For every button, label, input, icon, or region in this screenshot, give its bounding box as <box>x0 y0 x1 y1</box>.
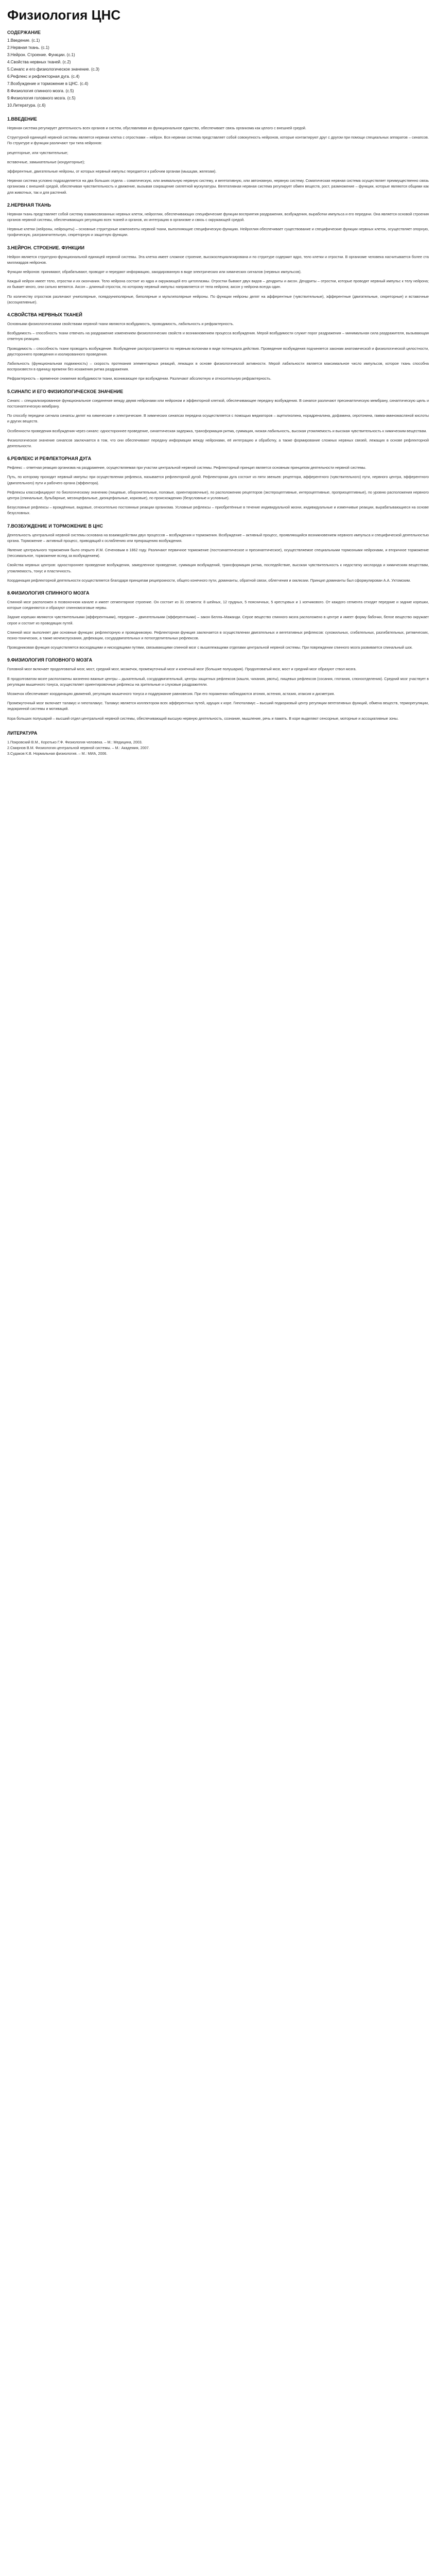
paragraph: Путь, по которому проходит нервный импульс при осуществлении рефлекса, называется рефлекторной дугой. Рефлекторная дуга состоит из пяти звеньев: рецептора, афферентного (чувствительного) пути, нервного центра, эфферентного (двигательного) пути и рабочего органа (эффектора). <box>7 474 429 485</box>
literature-item: 2.Смирнов В.М. Физиология центральной нервной системы. – М.: Академия, 2007. <box>7 745 150 750</box>
toc-item[interactable]: 4.Свойства нервных тканей. (с.2) <box>7 60 71 64</box>
document-section <box>7 456 429 516</box>
section-heading: 9.ФИЗИОЛОГИЯ ГОЛОВНОГО МОЗГА <box>7 657 93 663</box>
paragraph: Структурной единицей нервной системы является нервная клетка с отростками – нейрон. Вся нервная система представляет собой совокупность нейронов, которые контактируют друг с другом при помощи специальных аппаратов – синапсов. По структуре и функции различают три типа нейронов: <box>7 135 429 146</box>
toc-list <box>7 37 429 109</box>
paragraph: Основными физиологическими свойствами нервной ткани являются возбудимость, проводимость, лабильность и рефрактерность. <box>7 321 234 327</box>
paragraph: Нервная ткань представляет собой систему взаимосвязанных нервных клеток, нейроглии, обеспечивающих специфические функции восприятия раздражения, возбуждения, выработки импульса и его передачи. Она является основой строения органов нервной системы, обеспечивающих регуляцию всех тканей и органов, их интеграцию в организме и связь с окружающей средой. <box>7 211 429 223</box>
paragraph: Деятельность центральной нервной системы основана на взаимодействии двух процессов – возбуждения и торможения. Возбуждение – активный процесс, проявляющийся возникновением нервного импульса и специфической деятельностью органа. Торможение – активный процесс, приводящий к ослаблению или прекращению возбуждения. <box>7 532 429 543</box>
toc-item[interactable]: 3.Нейрон. Строение. Функции. (с.1) <box>7 53 75 57</box>
paragraph: Координация рефлекторной деятельности осуществляется благодаря принципам реципрокности, общего конечного пути, доминанты, обратной связи, облегчения и окклюзии. Принцип доминанты был сформулирован А.А. Ухтомским. <box>7 578 411 583</box>
paragraph: Мозжечок обеспечивает координацию движений, регуляцию мышечного тонуса и поддержание равновесия. При его поражении наблюдаются атония, астения, астазия, атаксия и дисметрия. <box>7 691 335 696</box>
section-heading: 5.СИНАПС И ЕГО ФИЗИОЛОГИЧЕСКОЕ ЗНАЧЕНИЕ <box>7 388 124 394</box>
toc-item[interactable]: 5.Синапс и его физиологическое значение. (с.3) <box>7 67 100 72</box>
paragraph: Спинной мозг расположен в позвоночном канале и имеет сегментарное строение. Он состоит из 31 сегмента: 8 шейных, 12 грудных, 5 поясничных, 5 крестцовых и 1 копчикового. От каждого сегмента отходят передние и задние корешки, которые соединяются и образуют спинномозговые нервы. <box>7 599 429 611</box>
paragraph: Рефлексы классифицируют по биологическому значению (пищевые, оборонительные, половые, ориентировочные), по расположению рецепторов (экстероцептивные, интероцептивные, проприоцептивные), по уровню расположения нервного центра (спинальные, бульбарные, мезэнцефальные, диэнцефальные, корковые), по происхождению (безусловные и условные). <box>7 489 429 500</box>
document-section <box>7 389 429 449</box>
paragraph: Проводимость – способность ткани проводить возбуждение. Возбуждение распространяется по нервным волокнам в виде потенциала действия. Проведение возбуждения подчиняется законам анатомической и физиологической целостности, двустороннего проведения и изолированного проведения. <box>7 346 429 357</box>
section-heading: 6.РЕФЛЕКС И РЕФЛЕКТОРНАЯ ДУГА <box>7 456 92 462</box>
paragraph: рецепторные, или чувствительные; <box>7 150 68 155</box>
paragraph: Явление центрального торможения было открыто И.М. Сеченовым в 1862 году. Различают первичное торможение (постсинаптическое и пресинаптическое), осуществляемое специальными тормозными нейронами, и вторичное торможение (пессимальное, торможение вслед за возбуждением). <box>7 547 429 558</box>
paragraph: Физиологическое значение синапсов заключается в том, что они обеспечивают передачу информации между нейронами, её интеграцию и обработку, а также формирование сложных нервных связей, лежащих в основе рефлекторной деятельности. <box>7 437 429 448</box>
paragraph: Рефлекс – ответная реакция организма на раздражение, осуществляемая при участии центральной нервной системы. Рефлекторный принцип является основным принципом деятельности нервной системы. <box>7 465 367 470</box>
section-heading: 3.НЕЙРОН. СТРОЕНИЕ. ФУНКЦИИ <box>7 245 84 250</box>
paragraph: Рефрактерность – временное снижение возбудимости ткани, возникающее при возбуждении. Различают абсолютную и относительную рефрактерность. <box>7 376 271 381</box>
literature-list <box>7 739 429 757</box>
toc-item[interactable]: 9.Физиология головного мозга. (с.5) <box>7 96 76 100</box>
literature-heading: ЛИТЕРАТУРА <box>7 730 38 736</box>
paragraph: Функции нейронов: принимают, обрабатывают, проводят и передают информацию, закодированную в виде электрических или химических сигналов (нервных импульсов). <box>7 269 302 275</box>
section-heading: 4.СВОЙСТВА НЕРВНЫХ ТКАНЕЙ <box>7 312 82 318</box>
toc-item[interactable]: 1.Введение. (с.1) <box>7 38 40 43</box>
document-title: Физиология ЦНС <box>7 7 121 23</box>
paragraph: Каждый нейрон имеет тело, отростки и их окончания. Тело нейрона состоит из ядра и окружающей его цитоплазмы. Отростки бывают двух видов – дендриты и аксон. Дендриты – отростки, которые проводят нервный импульс к телу нейрона; их бывает много, они сильно ветвятся. Аксон – длинный отросток, по которому нервный импульс направляется от тела нейрона; аксон у нейрона всегда один. <box>7 279 429 290</box>
paragraph: Особенности проведения возбуждения через синапс: одностороннее проведение, синаптическая задержка, трансформация ритма, суммация, низкая лабильность, высокая утомляемость и высокая чувствительность к химическим веществам. <box>7 428 427 433</box>
paragraph: По количеству отростков различают униполярные, псевдоуниполярные, биполярные и мультиполярные нейроны. По функции нейроны делят на афферентные (чувствительные), эфферентные (двигательные, секреторные) и вставочные (ассоциативные). <box>7 294 429 304</box>
paragraph: Синапс – специализированное функциональное соединение между двумя нейронами или нейроном и эффекторной клеткой, обеспечивающее передачу возбуждения. В синапсе различают пресинаптическую мембрану, синаптическую щель и постсинаптическую мембрану. <box>7 398 429 409</box>
paragraph: Нервная система регулирует деятельность всех органов и систем, обуславливая их функциональное единство, обеспечивает связь организма как целого с внешней средой. <box>7 126 306 130</box>
paragraph: Безусловные рефлексы – врождённые, видовые, относительно постоянные реакции организма. Условные рефлексы – приобретённые в течение индивидуальной жизни, индивидуальные и изменчивые реакции, вырабатывающиеся на основе безусловных. <box>7 505 429 516</box>
document-section <box>7 202 429 238</box>
toc-item[interactable]: 8.Физиология спинного мозга. (с.5) <box>7 89 74 93</box>
paragraph: Нервные клетки (нейроны, нейроциты) – основные структурные компоненты нервной ткани, выполняющие специфическую функцию. Нейроглия обеспечивает существование и специфические функции нервных клеток, осуществляет опорную, трофическую, разграничительную, секреторную и защитную функции. <box>7 227 429 238</box>
document-section <box>7 657 429 721</box>
paragraph: Головной мозг включает продолговатый мозг, мост, средний мозг, мозжечок, промежуточный мозг и конечный мозг (большие полушария). Продолговатый мозг, мост и средний мозг образуют ствол мозга. <box>7 667 357 672</box>
paragraph: Проводниковая функция осуществляется восходящими и нисходящими путями, связывающими спинной мозг с вышележащими отделами центральной нервной системы. При повреждении спинного мозга развивается спинальный шок. <box>7 645 413 650</box>
paragraph: Задние корешки являются чувствительными (афферентными), передние – двигательными (эфферентными) – закон Белла–Мажанди. Серое вещество спинного мозга расположено в центре и имеет форму бабочки, белое вещество окружает серое и состоит из проводящих путей. <box>7 615 429 625</box>
document-section <box>7 245 429 305</box>
paragraph: Лабильность (функциональная подвижность) – скорость протекания элементарных реакций, лежащих в основе физиологической активности. Мерой лабильности является максимальное число импульсов, которое ткань способна воспроизвести в единицу времени без искажения ритма раздражения. <box>7 361 429 372</box>
paragraph: вставочные, замыкательные (кондукторные); <box>7 159 85 164</box>
section-heading: 2.НЕРВНАЯ ТКАНЬ <box>7 202 51 208</box>
paragraph: Нервная система условно подразделяется на два больших отдела – соматическую, или анимальную нервную систему, и вегетативную, или автономную, нервную систему. Соматическая нервная система осуществляет преимущественно связь организма с внешней средой, обеспечивая чувствительность и движение, вызывая сокращение скелетной мускулатуры. Вегетативная нервная система регулирует обмен веществ, рост, размножение – функции, которые являются общими как для животных, так и для растений. <box>7 178 429 195</box>
document-body <box>7 116 429 721</box>
section-heading: 1.ВВЕДЕНИЕ <box>7 116 37 122</box>
document-section <box>7 590 429 650</box>
paragraph: Возбудимость – способность ткани отвечать на раздражение изменением физиологических свойств и возникновением процесса возбуждения. Мерой возбудимости служит порог раздражения – минимальная сила раздражителя, вызывающая ответную реакцию. <box>7 331 429 342</box>
literature-block <box>7 731 429 757</box>
section-heading: 7.ВОЗБУЖДЕНИЕ И ТОРМОЖЕНИЕ В ЦНС <box>7 523 103 529</box>
paragraph: Промежуточный мозг включает таламус и гипоталамус. Таламус является коллектором всех афферентных путей, идущих к коре. Гипоталамус – высший подкорковый центр регуляции вегетативных функций, обмена веществ, терморегуляции, эндокринной системы и мотиваций. <box>7 701 429 711</box>
literature-item: 3.Судаков К.В. Нормальная физиология. – М.: МИА, 2006. <box>7 751 108 756</box>
paragraph: Нейрон является структурно-функциональной единицей нервной системы. Эта клетка имеет сложное строение, высокоспециализирована и по структуре содержит ядро, тело клетки и отростки. В организме человека насчитывается более ста миллиардов нейронов. <box>7 254 429 265</box>
paragraph: эфферентные, двигательные нейроны, от которых нервный импульс передается к рабочим органам (мышцам, железам). <box>7 169 217 174</box>
paragraph: По способу передачи сигнала синапсы делят на химические и электрические. В химических синапсах передача осуществляется с помощью медиаторов – ацетилхолина, норадреналина, дофамина, серотонина, гамма-аминомасляной кислоты и других веществ. <box>7 413 429 424</box>
toc-heading: СОДЕРЖАНИЕ <box>7 30 41 35</box>
toc-item[interactable]: 6.Рефлекс и рефлекторная дуга. (с.4) <box>7 74 80 79</box>
document-section <box>7 523 429 583</box>
paragraph: Кора больших полушарий – высший отдел центральной нервной системы, обеспечивающий высшую нервную деятельность, сознание, мышление, речь и память. В коре выделяют сенсорные, моторные и ассоциативные зоны. <box>7 716 399 721</box>
paragraph: В продолговатом мозге расположены жизненно важные центры – дыхательный, сосудодвигательный, центры защитных рефлексов (кашля, чихания, рвоты), пищевых рефлексов (сосания, глотания, слюноотделения). Средний мозг участвует в регуляции мышечного тонуса, осуществляет ориентировочные рефлексы на зрительные и слуховые раздражители. <box>7 676 429 687</box>
toc-item[interactable]: 10.Литература. (с.6) <box>7 103 46 108</box>
toc-item[interactable]: 2.Нервная ткань. (с.1) <box>7 45 49 50</box>
literature-item: 1.Покровский В.М., Коротько Г.Ф. Физиология человека. – М.: Медицина, 2003. <box>7 739 143 744</box>
toc-item[interactable]: 7.Возбуждение и торможение в ЦНС. (с.4) <box>7 81 89 86</box>
paragraph: Спинной мозг выполняет две основные функции: рефлекторную и проводниковую. Рефлекторная функция заключается в осуществлении двигательных и вегетативных рефлексов: сухожильных, сгибательных, разгибательных, ритмических, позно-тонических, а также мочеиспускания, дефекации, сосудодвигательных и потоотделительных рефлексов. <box>7 630 429 640</box>
table-of-contents <box>7 30 429 109</box>
paragraph: Свойства нервных центров: одностороннее проведение возбуждения, замедленное проведение, суммация возбуждений, трансформация ритма, последействие, высокая чувствительность к недостатку кислорода и химическим веществам, утомляемость, тонус и пластичность. <box>7 563 429 573</box>
section-heading: 8.ФИЗИОЛОГИЯ СПИННОГО МОЗГА <box>7 590 90 596</box>
document-section <box>7 116 429 195</box>
document-section <box>7 312 429 382</box>
